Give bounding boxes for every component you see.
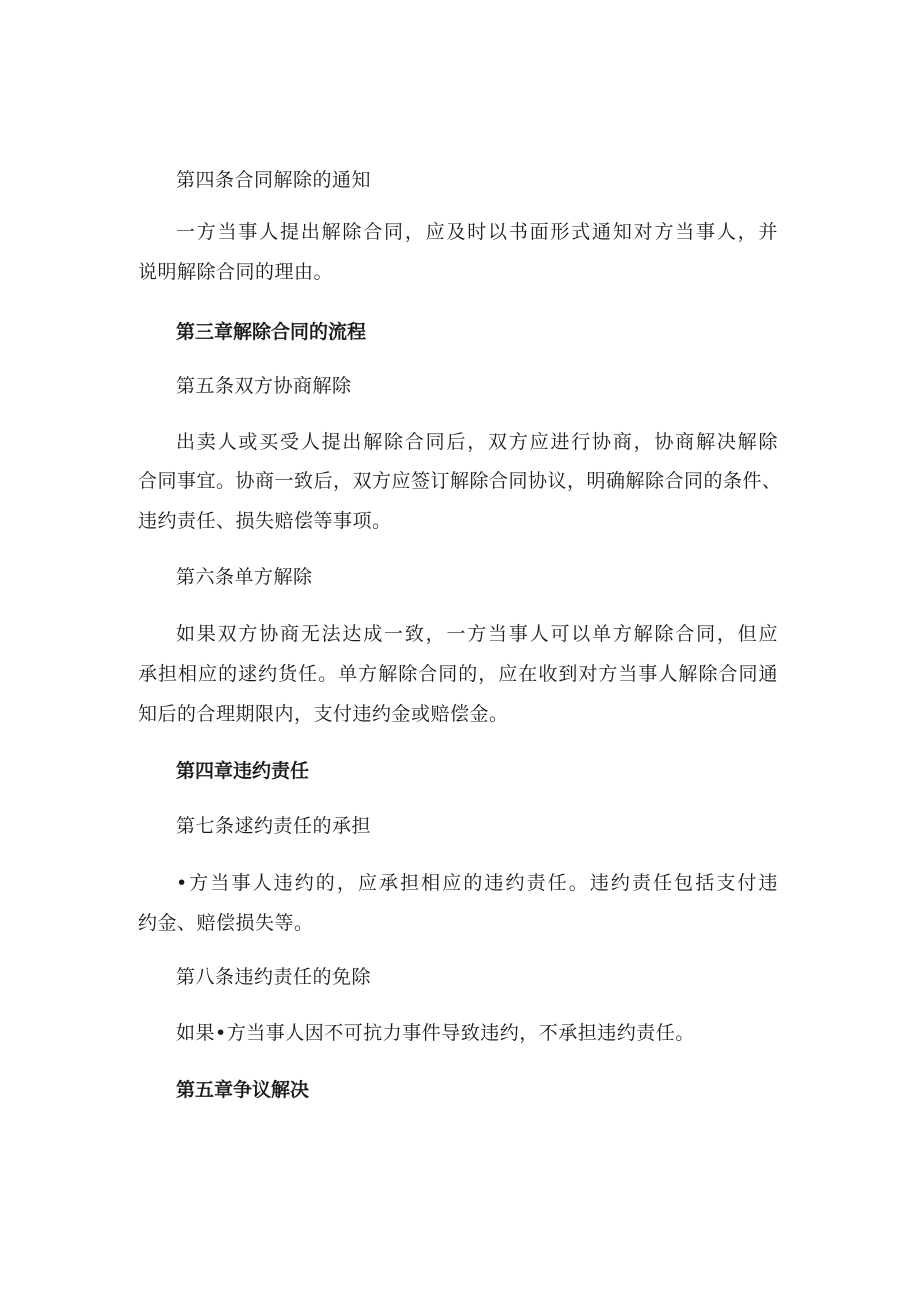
article-7-body-line-2: 约金、赔偿损失等。	[138, 912, 314, 934]
article-4-body-line-2: 说明解除合同的理由。	[138, 261, 334, 283]
article-8-title: 第八条违约责任的免除	[176, 966, 372, 988]
chapter-4-heading: 第四章违约责任	[176, 760, 310, 782]
article-7-title: 第七条逑约责任的承担	[176, 815, 372, 837]
article-5-body-line-2: 合同事宜。协商一致后，双方应签订解除合同协议，明确解除合同的条件、	[138, 470, 782, 492]
article-8-body-line-1: 如果•方当事人因不可抗力事件导致违约，不承担违约责任。	[176, 1022, 695, 1044]
article-4-title: 第四条合同解除的通知	[176, 169, 372, 191]
article-5-body-line-1: 出卖人或买受人提出解除合同后，双方应进行协商，协商解决解除	[176, 431, 778, 453]
article-5-title: 第五条双方协商解除	[176, 375, 352, 397]
article-4-body-line-1: 一方当事人提出解除合同，应及时以书面形式通知对方当事人，并	[176, 221, 778, 243]
chapter-5-heading: 第五章争议解决	[176, 1079, 310, 1101]
chapter-3-heading: 第三章解除合同的流程	[176, 321, 367, 343]
article-7-body-line-1: •方当事人违约的，应承担相应的违约责任。违约责任包括支付违	[176, 872, 778, 894]
article-6-body-line-3: 知后的合理期限内，支付违约金或赔偿金。	[138, 703, 509, 725]
article-6-body-line-1: 如果双方协商无法达成一致，一方当事人可以单方解除合同，但应	[176, 623, 778, 645]
article-5-body-line-3: 违约责任、损失赔偿等事项。	[138, 510, 392, 532]
article-6-title: 第六条单方解除	[176, 566, 313, 588]
article-6-body-line-2: 承担相应的逑约货任。单方解除合同的，应在收到对方当事人解除合同通	[138, 663, 778, 685]
